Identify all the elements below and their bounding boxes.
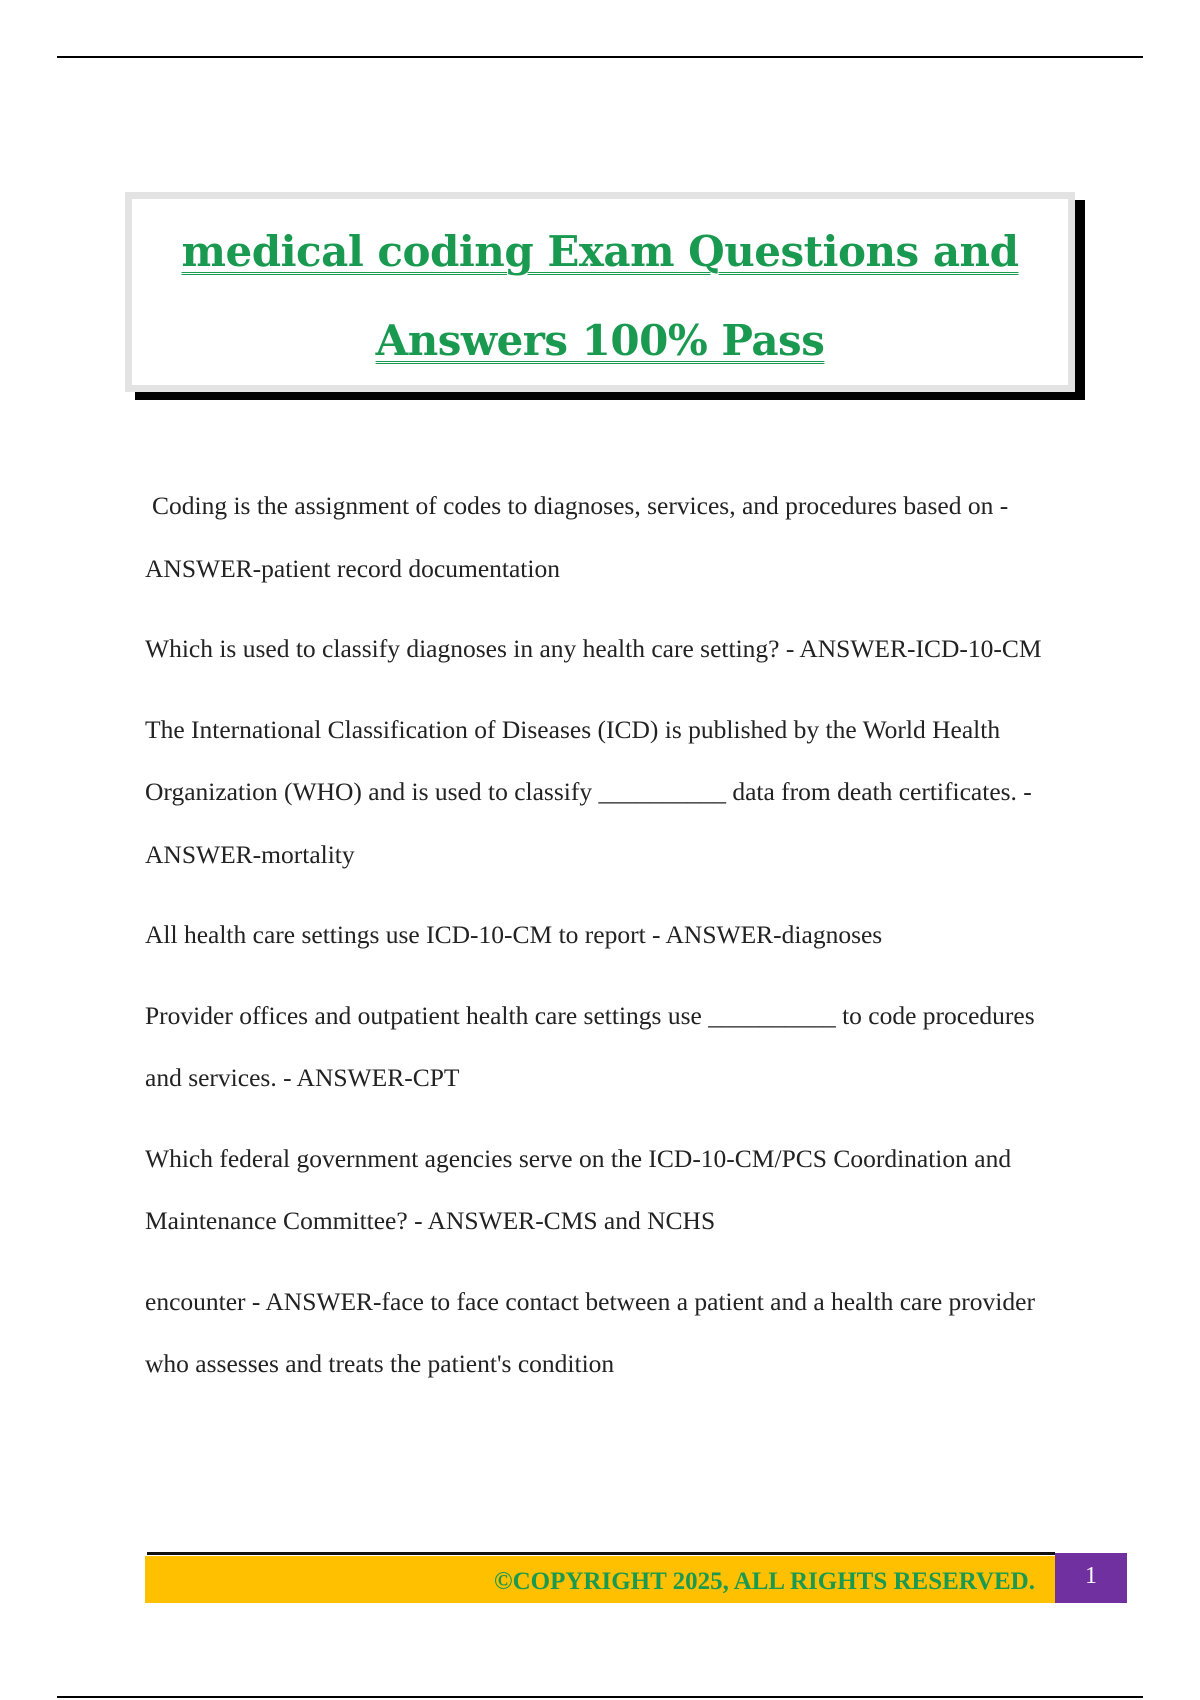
bottom-rule — [57, 1696, 1143, 1698]
qa-list — [145, 475, 1075, 1414]
qa-item: Provider offices and outpatient health care settings use __________ to code procedures and services. - ANSWER-CPT — [145, 1000, 1042, 1092]
qa-item: All health care settings use ICD-10-CM to report - ANSWER-diagnoses — [145, 920, 883, 949]
qa-item: Which federal government agencies serve on the ICD-10-CM/PCS Coordination and Maintenance Committee? - ANSWER-CMS and NCHS — [145, 1143, 1018, 1235]
footer-bar — [145, 1556, 1055, 1603]
top-rule — [57, 56, 1143, 58]
page-title-line-1: medical coding Exam Questions and — [181, 227, 1019, 276]
footer-rule — [147, 1552, 1055, 1555]
page-number: 1 — [1085, 1563, 1097, 1589]
page-title-line-2: Answers 100% Pass — [375, 316, 825, 365]
title-box — [125, 192, 1075, 392]
copyright-notice: ©COPYRIGHT 2025, ALL RIGHTS RESERVED. — [493, 1568, 1035, 1595]
qa-item: encounter - ANSWER-face to face contact between a patient and a health care provider who assesses and treats the patient's condition — [145, 1286, 1042, 1378]
qa-item: The International Classification of Diseases (ICD) is published by the World Health Organization (WHO) and is used to classify __________ data from death certificates. - ANSWER-mortality — [145, 714, 1037, 869]
qa-item: Coding is the assignment of codes to diagnoses, services, and procedures based on - ANSWER-patient record documentation — [145, 491, 1014, 583]
page-number-box — [1055, 1553, 1127, 1603]
qa-item: Which is used to classify diagnoses in any health care setting? - ANSWER-ICD-10-CM — [145, 634, 1042, 663]
